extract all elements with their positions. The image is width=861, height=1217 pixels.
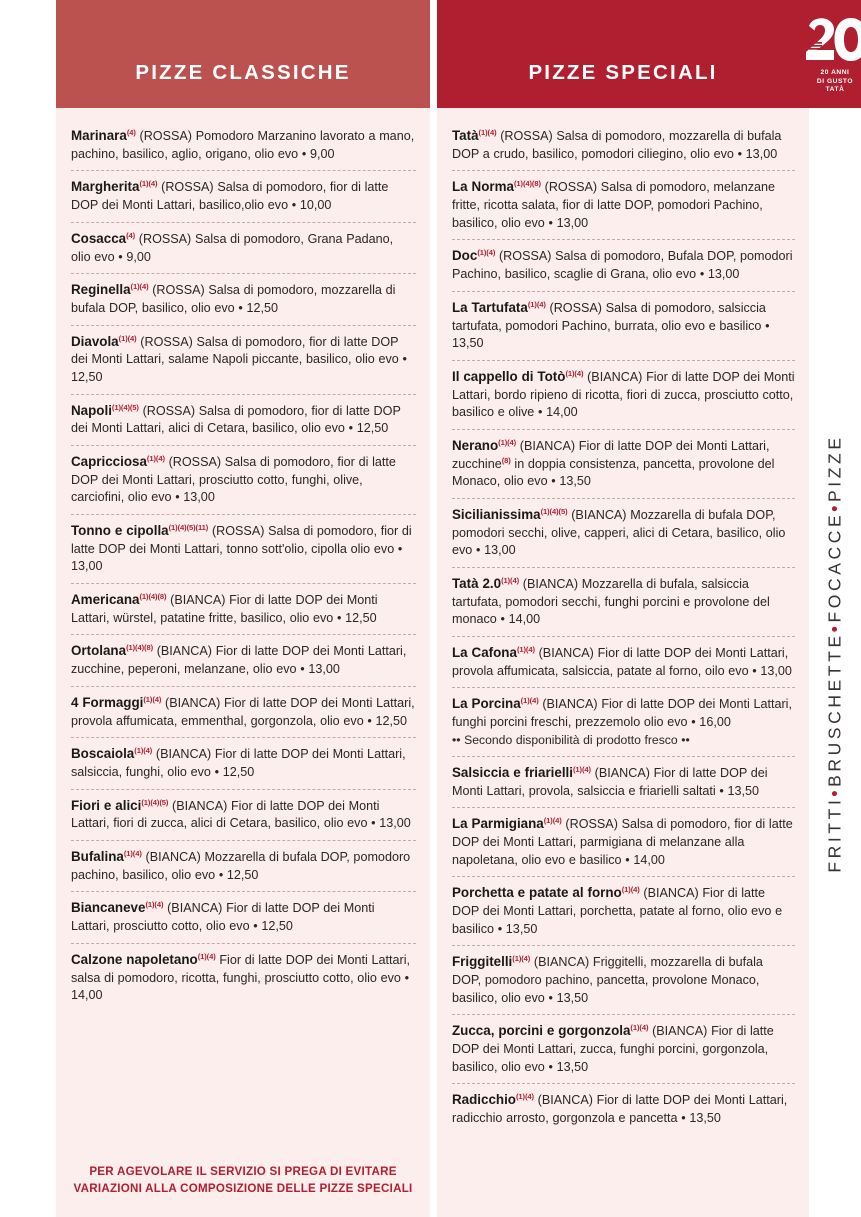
menu-item-name: Biancaneve [71,900,146,916]
menu-item-name: Diavola [71,333,119,349]
pizze-speciali-list [437,108,809,1217]
menu-item-description: (BIANCA) Mozzarella di bufala, salsiccia tartufata, pomodori secchi, funghi porcini e provolone del monaco • 14,00 [452,576,770,627]
menu-item-name: Tatà [452,128,479,143]
right-margin [809,0,861,1217]
menu-item-description: (ROSSA) Pomodoro Marzanino lavorato a mano, pachino, basilico, aglio, origano, olio evo • 9,00 [71,129,415,161]
menu-item-description: (BIANCA) Fior di latte DOP dei Monti Lattari, salsiccia, funghi, olio evo • 12,50 [71,747,406,779]
menu-item [71,635,416,686]
menu-item-description: (BIANCA) Fior di latte DOP dei Monti Lattari, radicchio arrosto, gorgonzola e pancetta • 13,50 [452,1093,788,1125]
menu-item-name: La Tartufata [452,299,528,315]
menu-item-description: (ROSSA) Salsa di pomodoro, mozzarella di bufala DOP a crudo, basilico, pomodori ciliegino, olio evo • 13,00 [452,129,782,161]
menu-item-description: (BIANCA) Fior di latte DOP dei Monti Lattari, provola affumicata, salsiccia, patate al forno, oilo evo • 13,00 [452,645,792,678]
menu-item-description: (ROSSA) Salsa di pomodoro, fior di latte DOP dei Monti Lattari, salame Napoli piccante, basilico, olio evo • 12,50 [71,334,407,384]
menu-item-name: Nerano [452,437,499,453]
allergen-superscript: (1)(4) [118,333,137,343]
menu-item-name: Boscaiola [71,746,135,762]
menu-item-description: (BIANCA) Fior di latte DOP dei Monti Lattari, prosciutto cotto, olio evo • 12,50 [71,901,375,934]
menu-item [452,688,795,756]
allergen-superscript: (1)(4)(5) [111,402,139,412]
menu-item-description: (BIANCA) Fior di latte DOP dei Monti Lattari, zucchine [452,438,770,471]
menu-item-name: Ortolana [71,643,127,659]
menu-item [452,292,795,361]
allergen-superscript: (1)(4) [565,368,584,378]
header-pizze-classiche [56,0,430,108]
menu-item-text [71,951,416,1005]
menu-item [452,757,795,808]
menu-item-text [452,575,795,629]
menu-item-name: Marinara [71,128,127,143]
menu-item-description: (ROSSA) Salsa di pomodoro, salsiccia tartufata, pomodori Pachino, burrata, olio evo e basilico • 13,50 [452,300,770,351]
service-note [56,1150,430,1217]
menu-item-text [452,953,795,1007]
menu-item-text [452,299,795,353]
menu-item-description: (ROSSA) Salsa di pomodoro, fior di latte DOP dei Monti Lattari, tonno sott'olio, cipolla olio evo • 13,00 [71,523,412,574]
allergen-superscript: (1)(4) [516,644,535,654]
menu-item [71,274,416,325]
left-margin [0,0,56,1217]
side-category-label [809,0,861,1217]
allergen-superscript: (1)(4) [621,884,640,894]
menu-item-text [71,848,416,884]
menu-item [71,841,416,892]
menu-item-description: Fior di latte DOP dei Monti Lattari, salsa di pomodoro, ricotta, funghi, prosciutto cotto, olio evo • 14,00 [71,952,411,1003]
menu-item-text [71,694,416,730]
menu-item-text [452,178,795,232]
menu-item [71,326,416,395]
menu-item [71,892,416,943]
menu-item-text [71,522,416,576]
menu-item [452,120,795,171]
side-category-text [825,434,846,872]
menu-item [452,1015,795,1084]
menu-item-text [71,591,416,627]
menu-item-text [452,764,795,800]
allergen-superscript: (1)(4)(5)(11) [168,522,209,532]
menu-item-text [71,745,416,781]
menu-item-name: Tonno e cipolla [71,522,169,538]
menu-item-name: La Parmigiana [452,816,544,832]
menu-item-description: (BIANCA) Fior di latte DOP dei Monti Lattari, zucca, funghi porcini, gorgonzola, basilico, olio evo • 13,50 [452,1024,774,1074]
allergen-superscript: (1)(4) [477,248,496,258]
column-pizze-classiche [56,0,430,1217]
menu-item-text [452,247,795,283]
allergen-superscript: (4) [126,230,136,240]
menu-item [452,877,795,946]
menu-item-description: (BIANCA) Friggitelli, mozzarella di bufala DOP, pomodoro pachino, pancetta, provolone Monaco, basilico, olio evo • 13,50 [452,955,763,1005]
menu-item-name: Capricciosa [71,453,147,469]
menu-item-text [452,127,795,163]
menu-item [71,944,416,1012]
menu-item-text [452,1022,795,1076]
menu-item [452,808,795,877]
menu-item-description: (BIANCA) Fior di latte DOP dei Monti Lattari, provola, salsiccia e friarielli saltati • 13,50 [452,765,768,798]
menu-item-name: Fiori e alici [71,797,142,813]
menu-item [71,223,416,274]
menu-item-name: Tatà 2.0 [452,575,502,591]
menu-item-text [71,178,416,214]
menu-item-description: (ROSSA) Salsa di pomodoro, fior di latte DOP dei Monti Lattari, alici di Cetara, basilico, olio evo • 12,50 [71,403,401,436]
menu-item-description: (BIANCA) Mozzarella di bufala DOP, pomodoro pachino, basilico, olio evo • 12,50 [71,849,411,882]
service-note-text: PER AGEVOLARE IL SERVIZIO SI PREGA DI EVITARE VARIAZIONI ALLA COMPOSIZIONE DELLE PIZZE SPECIALI [73,1165,413,1195]
menu-item-name: Calzone napoletano [71,951,198,967]
menu-item-text [71,402,416,438]
side-sep-2: • [824,622,845,633]
side-part-bruschette: BRUSCHETTE [824,632,845,787]
menu-item-description: (ROSSA) Salsa di pomodoro, fior di latte DOP dei Monti Lattari, prosciutto cotto, funghi, olive, carciofini, olio evo • 13,00 [71,454,396,505]
column-pizze-speciali [437,0,809,1217]
menu-item-name: Margherita [71,179,140,195]
side-part-fritti: FRITTI [824,796,845,873]
brand-tagline-line1: 20 ANNI [820,68,850,76]
menu-item-text [452,644,795,680]
menu-item-name: La Porcina [452,696,521,712]
menu-item-text [452,884,795,938]
menu-item-text [452,506,795,560]
menu-item [452,946,795,1015]
allergen-superscript: (1)(4) [146,453,165,463]
allergen-superscript: (1)(4) [498,437,517,447]
menu-item-text [452,695,795,748]
menu-item [452,171,795,240]
allergen-superscript: (1)(4) [143,694,162,704]
menu-item [452,568,795,637]
menu-item-description: (ROSSA) Salsa di pomodoro, Bufala DOP, pomodori Pachino, basilico, scaglie di Grana, olio evo • 13,00 [452,249,793,282]
allergen-superscript: (1)(4) [478,127,497,137]
menu-item [452,361,795,430]
menu-item-text [71,281,416,317]
menu-item-text [452,815,795,869]
menu-item [71,515,416,584]
menu-item-description: (ROSSA) Salsa di pomodoro, fior di latte DOP dei Monti Lattari, parmigiana di melanzane alla napoletana, olio evo e basilico • 14,00 [452,817,793,867]
menu-item-name: Reginella [71,282,131,298]
menu-item-text [71,333,416,387]
menu-item-description: (ROSSA) Salsa di pomodoro, melanzane fritte, ricotta salata, fior di latte DOP, pomodori Pachino, basilico, olio evo • 13,00 [452,180,776,230]
menu-item-name: Friggitelli [452,954,513,970]
column-title: PIZZE SPECIALI [528,61,718,84]
menu-item [71,395,416,446]
menu-item-text [71,453,416,507]
menu-item [452,1084,795,1134]
menu-item [71,687,416,738]
allergen-superscript: (1)(4) [512,953,531,963]
menu-item-name: Il cappello di Totò [452,368,566,384]
menu-item-name: Bufalina [71,848,124,864]
menu-item-name: La Norma [452,179,514,195]
menu-item [71,790,416,841]
menu-item-name: Sicilianissima [452,506,541,522]
menu-item-name: Salsiccia e friarielli [452,764,573,780]
menu-item [71,120,416,171]
side-part-pizze: PIZZE [824,434,845,502]
allergen-superscript: (1)(4) [573,764,591,774]
menu-item-text [71,230,416,266]
menu-item-description: (BIANCA) Fior di latte DOP dei Monti Lattari, würstel, patatine fritte, basilico, olio evo • 12,50 [71,593,378,625]
menu-item [452,499,795,568]
menu-item-name: Zucca, porcini e gorgonzola [452,1023,631,1039]
allergen-superscript: (1)(4) [543,815,562,825]
allergen-superscript: (1)(4)(8) [126,643,154,653]
menu-item-name: Radicchio [452,1092,516,1108]
allergen-superscript: (1)(4) [134,745,153,755]
column-title: PIZZE CLASSICHE [135,61,351,84]
menu-item-text [71,797,416,833]
menu-item-description-cont: in doppia consistenza, pancetta, provolone del Monaco, olio evo • 13,50 [452,456,775,489]
side-sep-1: • [824,786,845,797]
pizze-classiche-list [56,108,430,1150]
menu-item-name: Napoli [71,402,112,418]
menu-item-name: Americana [71,592,140,607]
allergen-superscript: (1)(4)(5) [141,797,169,807]
allergen-superscript: (1)(4) [527,299,546,309]
menu-item [71,584,416,635]
brand-tagline-line2: DI GUSTO TATÀ [816,77,854,94]
menu-item [71,446,416,515]
menu-item [452,240,795,291]
side-part-focacce: FOCACCE [824,511,845,623]
allergen-superscript: (4) [126,127,136,137]
allergen-superscript: (1)(4) [630,1022,649,1032]
allergen-superscript: (1)(4) [123,848,142,858]
menu-item-name: Porchetta e patate al forno [452,885,622,901]
menu-item-availability-note: •• Secondo disponibilità di prodotto fresco •• [452,732,690,747]
allergen-superscript: (1)(4) [139,179,158,189]
menu-item [71,738,416,789]
menu-item-name: Cosacca [71,230,127,246]
menu-item-description: (BIANCA) Fior di latte DOP dei Monti Lattari, funghi porcini freschi, prezzemolo olio evo • 16,00 [452,697,792,730]
allergen-superscript: (1)(4) [501,575,520,585]
allergen-superscript: (1)(4)(8) [139,591,167,601]
menu-item-text [452,368,795,422]
allergen-superscript-inline: (8) [501,455,511,465]
allergen-superscript: (1)(4) [520,696,539,706]
menu-item [452,430,795,499]
menu-item [452,637,795,688]
menu-item-name: La Cafona [452,644,517,660]
menu-item-text [452,1091,795,1127]
menu-item-description: (ROSSA) Salsa di pomodoro, fior di latte DOP dei Monti Lattari, basilico,olio evo • 10,00 [71,180,389,213]
allergen-superscript: (1)(4) [197,951,216,961]
menu-item [71,171,416,222]
allergen-superscript: (1)(4)(8) [513,179,541,189]
menu-item-description: (BIANCA) Fior di latte DOP dei Monti Lattari, bordo ripieno di ricotta, fiori di zucca, prosciutto cotto, basilico e olive • 14,00 [452,369,795,420]
menu-item-description: (BIANCA) Mozzarella di bufala DOP, pomodori secchi, olive, capperi, alici di Cetara, basilico, olio evo • 13,00 [452,507,786,558]
allergen-superscript: (1)(4)(5) [540,506,568,516]
allergen-superscript: (1)(4) [145,900,164,910]
menu-item-text [71,899,416,935]
menu-item-text [452,437,795,491]
menu-item-description: (BIANCA) Fior di latte DOP dei Monti Lattari, porchetta, patate al forno, olio evo e basilico • 13,50 [452,886,783,936]
menu-item-description: (BIANCA) Fior di latte DOP dei Monti Lattari, zucchine, peperoni, melanzane, olio evo • 13,00 [71,644,407,677]
allergen-superscript: (1)(4) [130,281,149,291]
menu-item-text [71,642,416,678]
menu-item-text [71,127,416,163]
side-sep-3: • [824,501,845,512]
menu-item-name: 4 Formaggi [71,694,144,710]
menu-item-name: Doc [452,248,478,264]
column-gutter [430,0,437,1217]
menu-item-description: (BIANCA) Fior di latte DOP dei Monti Lattari, fiori di zucca, alici di Cetara, basilico, olio evo • 13,00 [71,798,411,831]
header-pizze-speciali [437,0,809,108]
menu-item-description: (ROSSA) Salsa di pomodoro, mozzarella di bufala DOP, basilico, olio evo • 12,50 [71,283,396,315]
menu-item-description: (BIANCA) Fior di latte DOP dei Monti Lattari, provola affumicata, emmenthal, gorgonzola, olio evo • 12,50 [71,695,415,728]
allergen-superscript: (1)(4) [516,1092,534,1101]
menu-item-description: (ROSSA) Salsa di pomodoro, Grana Padano, olio evo • 9,00 [71,231,394,264]
